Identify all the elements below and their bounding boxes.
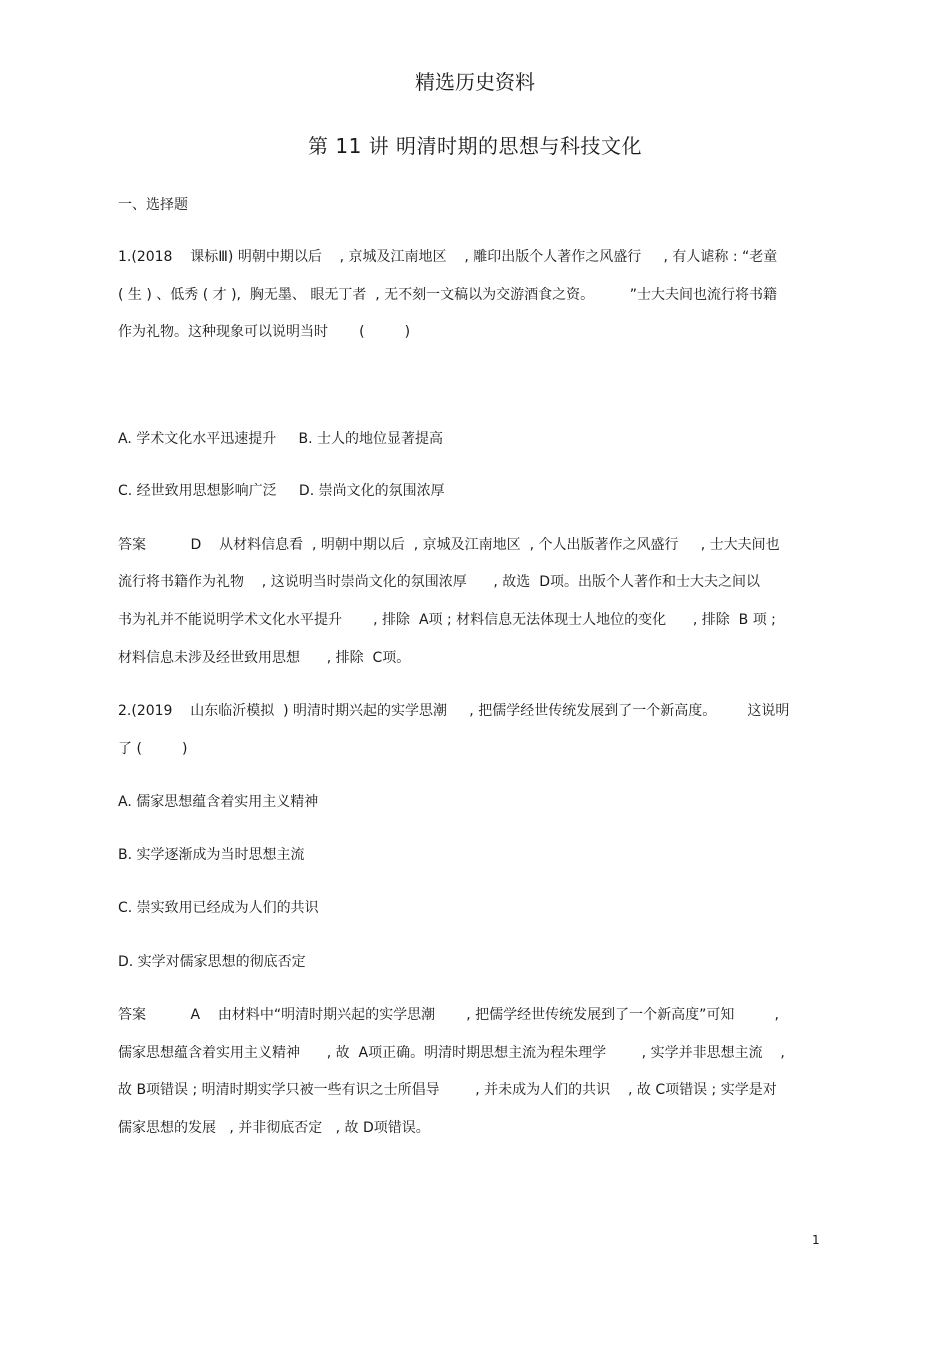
section-heading: 一、选择题 [118, 197, 188, 213]
question-1-stem-line: 1.(2018 课标Ⅲ) 明朝中期以后 , 京城及江南地区 , 雕印出版个人著作之风盛行 , 有人谑称 : “老童 [118, 249, 778, 265]
question-2-answer-line: 故 B项错误 ; 明清时期实学只被一些有识之士所倡导 , 并未成为人们的共识 , 故 C项错误 ; 实学是对 [118, 1082, 777, 1098]
lesson-title: 第 11 讲 明清时期的思想与科技文化 [307, 134, 643, 158]
question-1-stem-line: 作为礼物。这种现象可以说明当时 ( ) [118, 324, 411, 340]
question-1-answer-line: 材料信息未涉及经世致用思想 , 排除 C项。 [118, 650, 411, 666]
question-2-option-d: D. 实学对儒家思想的彻底否定 [118, 954, 306, 970]
question-2-option-a: A. 儒家思想蕴含着实用主义精神 [118, 794, 319, 810]
question-1-answer-line: 书为礼并不能说明学术文化水平提升 , 排除 A项 ; 材料信息无法体现士人地位的变化 , 排除 B 项 ; [118, 612, 776, 628]
question-2-answer-line: 儒家思想蕴含着实用主义精神 , 故 A项正确。明清时期思想主流为程朱理学 , 实学并非思想主流 , [118, 1045, 785, 1061]
question-1-answer-line: 答案 D 从材料信息看 , 明朝中期以后 , 京城及江南地区 , 个人出版著作之风盛行 , 士大夫间也 [118, 537, 780, 553]
question-1-answer-line: 流行将书籍作为礼物 , 这说明当时崇尚文化的氛围浓厚 , 故选 D项。出版个人著作和士大夫之间以 [118, 574, 760, 590]
question-2-answer-line: 答案 A 由材料中“明清时期兴起的实学思潮 , 把儒学经世传统发展到了一个新高度”可知 , [118, 1007, 779, 1023]
question-2-option-c: C. 崇实致用已经成为人们的共识 [118, 900, 319, 916]
question-2-stem-line: 了 ( ) [118, 741, 188, 757]
question-2-option-b: B. 实学逐渐成为当时思想主流 [118, 847, 305, 863]
question-1-option-line: C. 经世致用思想影响广泛 D. 崇尚文化的氛围浓厚 [118, 483, 445, 499]
page-number: 1 [812, 1233, 820, 1247]
question-2-answer-line: 儒家思想的发展 , 并非彻底否定 , 故 D项错误。 [118, 1120, 430, 1136]
question-1-stem-line: ( 生 ) 、低秀 ( 才 ), 胸无墨、 眼无丁者 , 无不刻一文稿以为交游酒食之资。 ”士大夫间也流行将书籍 [118, 287, 778, 303]
question-2-stem-line: 2.(2019 山东临沂模拟 ) 明清时期兴起的实学思潮 , 把儒学经世传统发展到了一个新高度。 这说明 [118, 703, 790, 719]
question-1-option-line: A. 学术文化水平迅速提升 B. 士人的地位显著提高 [118, 431, 443, 447]
page-header-title: 精选历史资料 [415, 70, 535, 94]
